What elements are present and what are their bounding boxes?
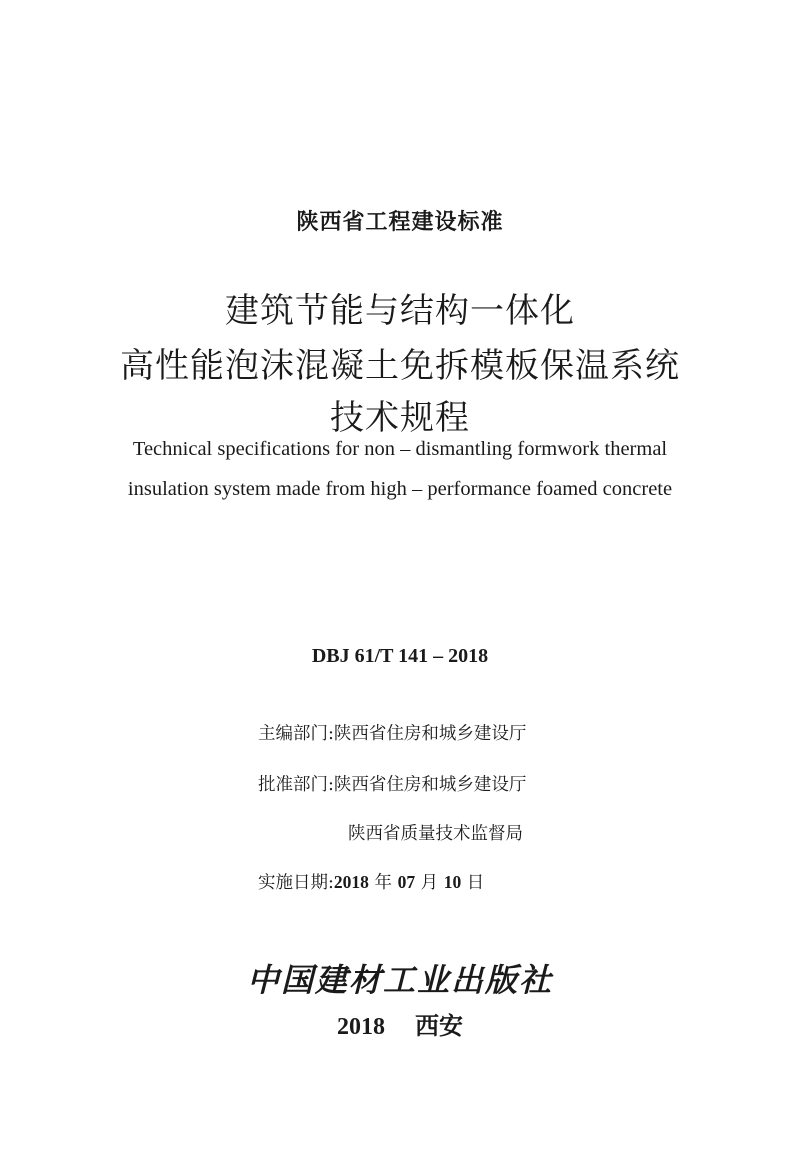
editor-value: 陕西省住房和城乡建设厅 [333,724,527,744]
editor-label: 主编部门: [258,724,334,744]
publisher-name: 中国建材工业出版社 [246,961,553,999]
standard-series-heading: 陕西省工程建设标准 [296,210,504,235]
standard-code: DBJ 61/T 141 – 2018 [311,645,489,667]
date-year: 2018 [333,872,369,892]
english-title-line-2: insulation system made from high – performance foamed concrete [127,478,673,500]
date-month-unit: 月 [420,873,439,893]
date-day-unit: 日 [466,873,485,893]
title-line-2: 高性能泡沫混凝土免拆模板保温系统 [120,346,680,386]
editor-department [258,720,526,745]
approver-department-2 [348,820,523,845]
approver-label: 批准部门: [258,775,334,795]
approver-department [258,771,526,796]
title-line-3: 技术规程 [330,398,470,438]
publication-info [0,1006,800,1041]
date-day: 10 [443,872,462,892]
date-month: 07 [397,872,416,892]
date-year-unit: 年 [374,873,392,893]
english-title-line-1: Technical specifications for non – dismantling formwork thermal [132,438,668,460]
implementation-date [258,869,484,894]
publication-city: 西安 [415,1012,463,1040]
date-label: 实施日期: [258,873,334,893]
approver-value-2: 陕西省质量技术监督局 [348,824,523,844]
title-line-1: 建筑节能与结构一体化 [225,291,575,331]
publication-year: 2018 [337,1014,385,1040]
approver-value: 陕西省住房和城乡建设厅 [333,775,527,795]
